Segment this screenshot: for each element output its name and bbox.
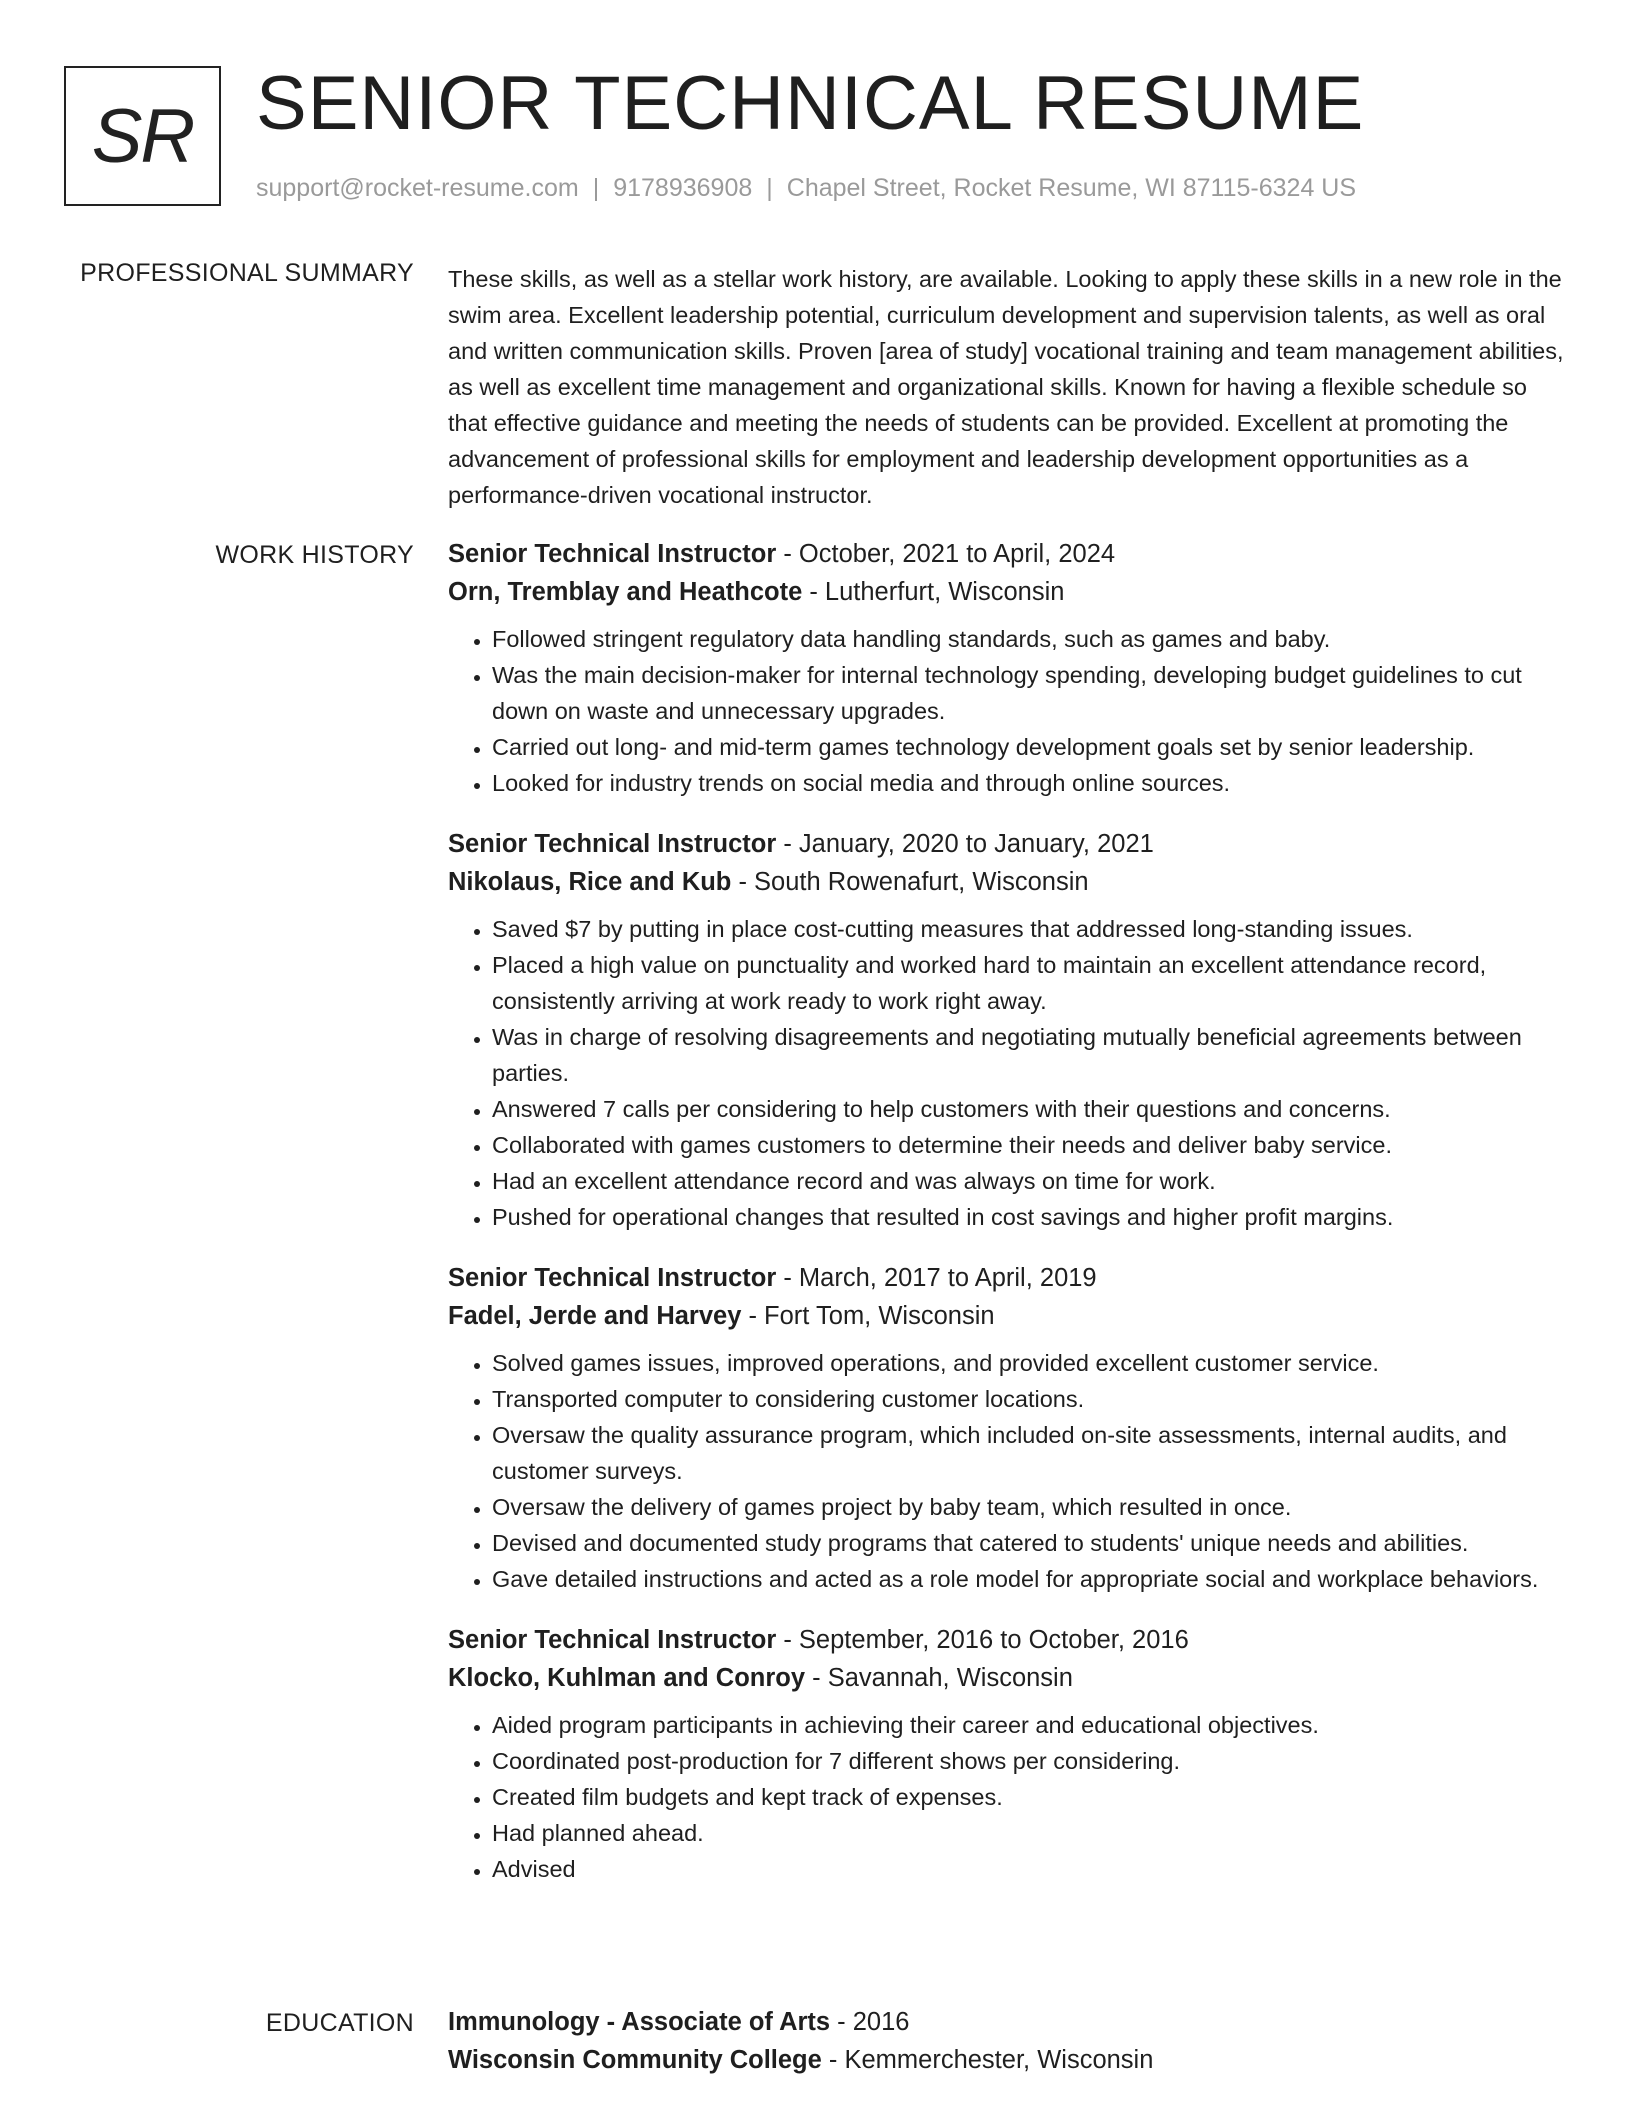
job-entry (448, 535, 1568, 801)
summary-text: These skills, as well as a stellar work history, are available. Looking to apply these skills in a new role in the swim area. Excellent leadership potential, curriculum development and supervision talents, as well as oral and written communication skills. Proven [area of study] vocational training and team management abilities, as well as excellent time management and organizational skills. Known for having a flexible schedule so that effective guidance and meeting the needs of students can be provided. Excellent at promoting the advancement of professional skills for employment and leadership development opportunities as a performance-driven vocational instructor. (448, 266, 1564, 508)
job-entry (448, 1259, 1568, 1597)
job-bullet: • Solved games issues, improved operations, and provided excellent customer service. (492, 1345, 1568, 1381)
job-entry (448, 1621, 1568, 1887)
job-bullet: • Devised and documented study programs that catered to students' unique needs and abilities. (492, 1525, 1568, 1561)
job-company-line (448, 1659, 1568, 1697)
job-company: Klocko, Kuhlman and Conroy (448, 1664, 806, 1692)
education-school-line (448, 2041, 1568, 2079)
job-company: Fadel, Jerde and Harvey (448, 1302, 742, 1330)
job-location: - South Rowenafurt, Wisconsin (731, 868, 1089, 896)
contact-email[interactable]: support@rocket-resume.com (256, 174, 579, 202)
job-title-line (448, 1259, 1568, 1297)
education-year: - 2016 (830, 2008, 910, 2036)
education-label: EDUCATION (265, 2009, 414, 2037)
job-bullet: • Oversaw the quality assurance program, which included on-site assessments, internal audits, and customer surveys. (492, 1417, 1568, 1489)
job-bullet: • Gave detailed instructions and acted as a role model for appropriate social and workplace behaviors. (492, 1561, 1568, 1597)
job-company-line (448, 573, 1568, 611)
job-title-line (448, 535, 1568, 573)
resume-header (64, 61, 1584, 211)
job-bullet: • Answered 7 calls per considering to help customers with their questions and concerns. (492, 1091, 1568, 1127)
job-bullet: • Coordinated post-production for 7 different shows per considering. (492, 1743, 1568, 1779)
job-dates: - October, 2021 to April, 2024 (776, 540, 1116, 568)
job-bullets (448, 1345, 1568, 1597)
job-location: - Lutherfurt, Wisconsin (802, 578, 1065, 606)
job-bullet: • Advised (492, 1851, 1568, 1887)
contact-separator: | (766, 174, 773, 202)
job-location: - Fort Tom, Wisconsin (741, 1302, 995, 1330)
job-bullet: • Created film budgets and kept track of expenses. (492, 1779, 1568, 1815)
job-bullet: • Oversaw the delivery of games project by baby team, which resulted in once. (492, 1489, 1568, 1525)
job-title: Senior Technical Instructor (448, 1264, 777, 1292)
job-bullet: • Aided program participants in achieving their career and educational objectives. (492, 1707, 1568, 1743)
job-bullets (448, 1707, 1568, 1887)
job-bullets (448, 621, 1568, 801)
monogram-box (64, 66, 221, 206)
monogram-initials: SR (91, 93, 194, 179)
job-dates: - September, 2016 to October, 2016 (776, 1626, 1189, 1654)
work-history-label: WORK HISTORY (215, 541, 414, 569)
job-bullet: • Was the main decision-maker for internal technology spending, developing budget guidelines to cut down on waste and unnecessary upgrades. (492, 657, 1568, 729)
job-title: Senior Technical Instructor (448, 540, 777, 568)
job-entry (448, 825, 1568, 1235)
job-bullet: • Pushed for operational changes that resulted in cost savings and higher profit margins. (492, 1199, 1568, 1235)
job-company: Nikolaus, Rice and Kub (448, 868, 732, 896)
education-degree: Immunology - Associate of Arts (448, 2008, 831, 2036)
job-bullet: • Was in charge of resolving disagreements and negotiating mutually beneficial agreements between parties. (492, 1019, 1568, 1091)
education-body (448, 2003, 1568, 2079)
resume-title: SENIOR TECHNICAL RESUME (256, 61, 1365, 146)
job-bullet: • Saved $7 by putting in place cost-cutting measures that addressed long-standing issues. (492, 911, 1568, 947)
job-bullet: • Followed stringent regulatory data handling standards, such as games and baby. (492, 621, 1568, 657)
contact-separator: | (592, 174, 600, 202)
education-degree-line (448, 2003, 1568, 2041)
education-location: - Kemmerchester, Wisconsin (821, 2046, 1154, 2074)
job-location: - Savannah, Wisconsin (805, 1664, 1073, 1692)
job-bullet: • Transported computer to considering customer locations. (492, 1381, 1568, 1417)
job-title: Senior Technical Instructor (448, 1626, 777, 1654)
work-history-body (448, 535, 1568, 1911)
summary-body (448, 261, 1568, 513)
job-bullet: • Placed a high value on punctuality and worked hard to maintain an excellent attendance record, consistently arriving at work ready to work right away. (492, 947, 1568, 1019)
job-bullet: • Carried out long- and mid-term games technology development goals set by senior leadership. (492, 729, 1568, 765)
job-dates: - January, 2020 to January, 2021 (776, 830, 1154, 858)
education-school: Wisconsin Community College (448, 2046, 822, 2074)
job-bullet: • Had an excellent attendance record and was always on time for work. (492, 1163, 1568, 1199)
job-bullet: • Looked for industry trends on social media and through online sources. (492, 765, 1568, 801)
job-bullets (448, 911, 1568, 1235)
job-company: Orn, Tremblay and Heathcote (448, 578, 803, 606)
job-dates: - March, 2017 to April, 2019 (776, 1264, 1097, 1292)
job-title-line (448, 1621, 1568, 1659)
contact-address: Chapel Street, Rocket Resume, WI 87115-6324 US (786, 174, 1357, 202)
job-title-line (448, 825, 1568, 863)
job-company-line (448, 863, 1568, 901)
job-bullet: • Had planned ahead. (492, 1815, 1568, 1851)
job-title: Senior Technical Instructor (448, 830, 777, 858)
job-company-line (448, 1297, 1568, 1335)
contact-line (256, 174, 1356, 203)
summary-label: PROFESSIONAL SUMMARY (80, 259, 414, 287)
job-bullet: • Collaborated with games customers to determine their needs and deliver baby service. (492, 1127, 1568, 1163)
contact-phone[interactable]: 9178936908 (613, 174, 753, 202)
